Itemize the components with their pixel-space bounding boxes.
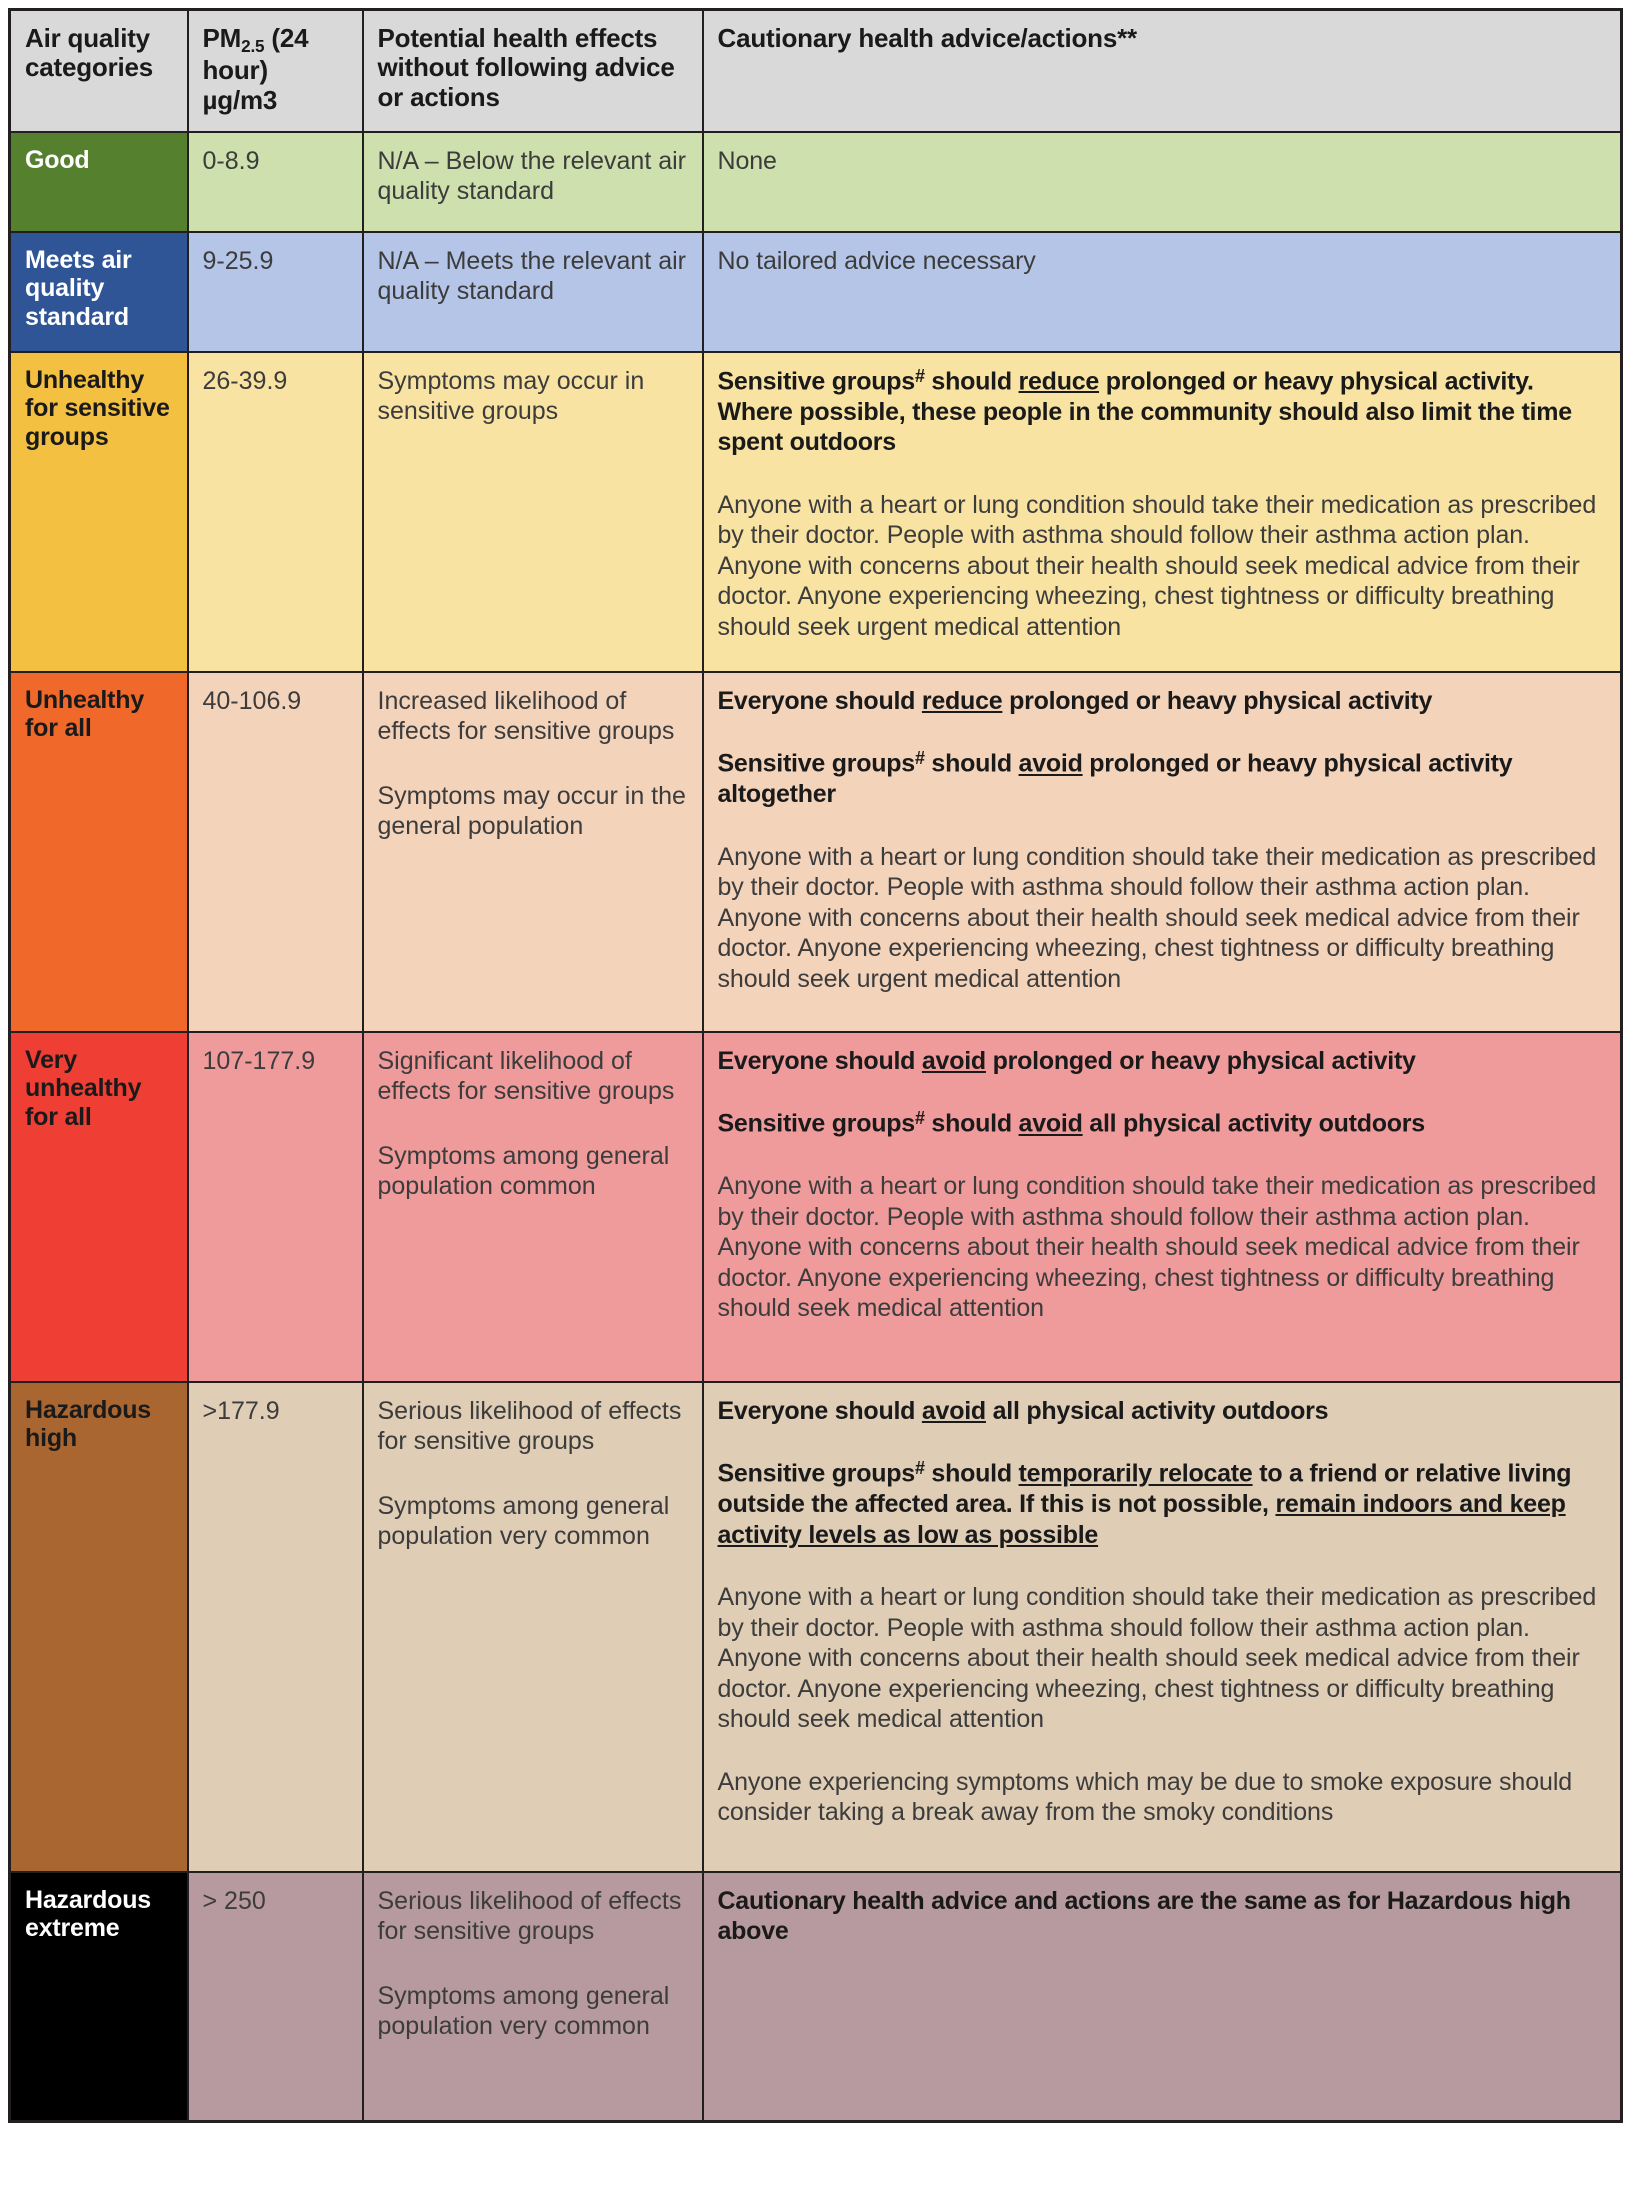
advice-paragraph: Anyone with a heart or lung condition should take their medication as prescribed by their doctor. People with asthma should follow their asthma action plan. Anyone with concerns about their health should seek medical advice from their doctor. Anyone experiencing wheezing, chest tightness or difficulty breathing should seek urgent medical attention xyxy=(717,490,1597,641)
table-row xyxy=(10,132,1622,232)
advice-bold-paragraph xyxy=(718,1046,1607,1077)
pm-range-very-unhealthy-for-all: 107-177.9 xyxy=(188,1032,363,1382)
header-pm-subscript: 2.5 xyxy=(241,35,265,56)
advice-emphasis: remain indoors and keep activity levels as low as possible xyxy=(717,1490,1566,1549)
pm-range-unhealthy-sensitive-groups: 26-39.9 xyxy=(188,352,363,672)
advice-good xyxy=(703,132,1622,232)
advice-text: to a friend or relative living outside the affected area. If this is not possible, xyxy=(717,1459,1572,1519)
table-body xyxy=(10,132,1622,2122)
header-pm25-concentration xyxy=(188,10,363,132)
effect-paragraph: Symptoms among general population very common xyxy=(377,1491,670,1551)
advice-text: all physical activity outdoors xyxy=(985,1396,1329,1425)
header-pm-prefix: PM xyxy=(202,23,242,53)
advice-text: all physical activity outdoors xyxy=(1082,1109,1425,1138)
category-label-unhealthy-for-all: Unhealthy for all xyxy=(10,672,188,1032)
advice-text: Sensitive groups xyxy=(717,1109,915,1138)
category-label-meets-standard: Meets air quality standard xyxy=(10,232,188,352)
effect-paragraph: Serious likelihood of effects for sensitive groups xyxy=(377,1886,682,1946)
advice-text: should xyxy=(924,367,1019,396)
advice-paragraph: None xyxy=(717,146,777,175)
header-pm-suffix: (24 hour) µg/m3 xyxy=(202,23,309,115)
header-air-quality-categories: Air quality categories xyxy=(10,10,188,132)
advice-hazardous-extreme xyxy=(703,1872,1622,2122)
footnote-hash-marker: # xyxy=(914,1458,925,1479)
advice-text: should xyxy=(924,749,1019,778)
pm-range-good: 0-8.9 xyxy=(188,132,363,232)
table-row xyxy=(10,1032,1622,1382)
advice-text: should xyxy=(924,1459,1019,1488)
advice-text: Everyone should xyxy=(717,1046,922,1075)
advice-text: Sensitive groups xyxy=(717,367,915,396)
category-label-very-unhealthy-for-all: Very unhealthy for all xyxy=(10,1032,188,1382)
effect-paragraph: Increased likelihood of effects for sensitive groups xyxy=(377,686,675,746)
advice-emphasis: avoid xyxy=(921,1396,986,1425)
advice-bold-paragraph xyxy=(718,1396,1607,1427)
advice-text: Everyone should xyxy=(717,1396,922,1425)
advice-emphasis: avoid xyxy=(1018,749,1083,778)
effect-paragraph: Symptoms among general population very common xyxy=(377,1981,670,2041)
advice-emphasis: avoid xyxy=(1018,1109,1083,1138)
table-row xyxy=(10,672,1622,1032)
table-row xyxy=(10,1382,1622,1872)
advice-paragraph: Anyone with a heart or lung condition should take their medication as prescribed by their doctor. People with asthma should follow their asthma action plan. Anyone with concerns about their health should seek medical advice from their doctor. Anyone experiencing wheezing, chest tightness or difficulty breathing should seek urgent medical attention xyxy=(717,842,1597,993)
table-row xyxy=(10,1872,1622,2122)
pm-range-meets-standard: 9-25.9 xyxy=(188,232,363,352)
advice-text: prolonged or heavy physical activity xyxy=(985,1046,1416,1075)
advice-meets-standard xyxy=(703,232,1622,352)
advice-text: Sensitive groups xyxy=(717,1459,915,1488)
footnote-hash-marker: # xyxy=(914,1108,925,1129)
advice-bold-paragraph: Cautionary health advice and actions are the same as for Hazardous high above xyxy=(717,1886,1571,1946)
effect-paragraph: Symptoms may occur in the general population xyxy=(377,781,686,841)
header-cautionary-health-advice: Cautionary health advice/actions** xyxy=(703,10,1622,132)
health-effects-unhealthy-sensitive-groups xyxy=(363,352,703,672)
advice-text: Sensitive groups xyxy=(717,749,915,778)
advice-paragraph: Anyone with a heart or lung condition should take their medication as prescribed by their doctor. People with asthma should follow their asthma action plan. Anyone with concerns about their health should seek medical advice from their doctor. Anyone experiencing wheezing, chest tightness or difficulty breathing should seek medical attention xyxy=(717,1583,1597,1734)
air-quality-categories-table xyxy=(8,8,1623,2123)
health-effects-very-unhealthy-for-all xyxy=(363,1032,703,1382)
effect-paragraph: N/A – Meets the relevant air quality standard xyxy=(377,246,686,306)
advice-emphasis: temporarily relocate xyxy=(1018,1459,1253,1488)
category-label-hazardous-extreme: Hazardous extreme xyxy=(10,1872,188,2122)
advice-emphasis: reduce xyxy=(921,686,1003,715)
advice-text: prolonged or heavy physical activity xyxy=(1002,686,1433,715)
advice-text: should xyxy=(924,1109,1019,1138)
footnote-hash-marker: # xyxy=(914,748,925,769)
effect-paragraph: Significant likelihood of effects for sensitive groups xyxy=(377,1046,675,1106)
pm-range-hazardous-high: >177.9 xyxy=(188,1382,363,1872)
advice-paragraph: Anyone experiencing symptoms which may be due to smoke exposure should consider taking a break away from the smoky conditions xyxy=(717,1767,1573,1827)
header-potential-health-effects: Potential health effects without following advice or actions xyxy=(363,10,703,132)
effect-paragraph: Serious likelihood of effects for sensitive groups xyxy=(377,1396,682,1456)
advice-paragraph: No tailored advice necessary xyxy=(717,246,1036,275)
health-effects-hazardous-high xyxy=(363,1382,703,1872)
effect-paragraph: N/A – Below the relevant air quality standard xyxy=(377,146,686,206)
header-row xyxy=(10,10,1622,132)
table-row xyxy=(10,352,1622,672)
footnote-hash-marker: # xyxy=(914,365,925,386)
advice-unhealthy-for-all xyxy=(703,672,1622,1032)
effect-paragraph: Symptoms may occur in sensitive groups xyxy=(377,366,645,426)
advice-text: prolonged or heavy physical activity altogether xyxy=(717,749,1513,809)
table-row xyxy=(10,232,1622,352)
advice-very-unhealthy-for-all xyxy=(703,1032,1622,1382)
pm-range-hazardous-extreme: > 250 xyxy=(188,1872,363,2122)
advice-bold-paragraph xyxy=(718,1108,1607,1139)
category-label-unhealthy-sensitive-groups: Unhealthy for sensitive groups xyxy=(10,352,188,672)
advice-bold-paragraph xyxy=(718,1458,1607,1550)
category-label-good: Good xyxy=(10,132,188,232)
health-effects-unhealthy-for-all xyxy=(363,672,703,1032)
advice-bold-paragraph xyxy=(718,686,1607,717)
advice-emphasis: avoid xyxy=(921,1046,986,1075)
advice-bold-paragraph xyxy=(718,366,1607,458)
health-effects-meets-standard xyxy=(363,232,703,352)
health-effects-good xyxy=(363,132,703,232)
advice-emphasis: reduce xyxy=(1018,367,1100,396)
pm-range-unhealthy-for-all: 40-106.9 xyxy=(188,672,363,1032)
advice-unhealthy-sensitive-groups xyxy=(703,352,1622,672)
advice-text: Everyone should xyxy=(717,686,922,715)
category-label-hazardous-high: Hazardous high xyxy=(10,1382,188,1872)
advice-paragraph: Anyone with a heart or lung condition should take their medication as prescribed by their doctor. People with asthma should follow their asthma action plan. Anyone with concerns about their health should seek medical advice from their doctor. Anyone experiencing wheezing, chest tightness or difficulty breathing should seek medical attention xyxy=(717,1172,1597,1323)
health-effects-hazardous-extreme xyxy=(363,1872,703,2122)
advice-hazardous-high xyxy=(703,1382,1622,1872)
advice-bold-paragraph xyxy=(718,748,1607,810)
table-header xyxy=(10,10,1622,132)
effect-paragraph: Symptoms among general population common xyxy=(377,1141,670,1201)
advice-text: prolonged or heavy physical activity. Where possible, these people in the community should also limit the time spent outdoors xyxy=(717,367,1572,457)
